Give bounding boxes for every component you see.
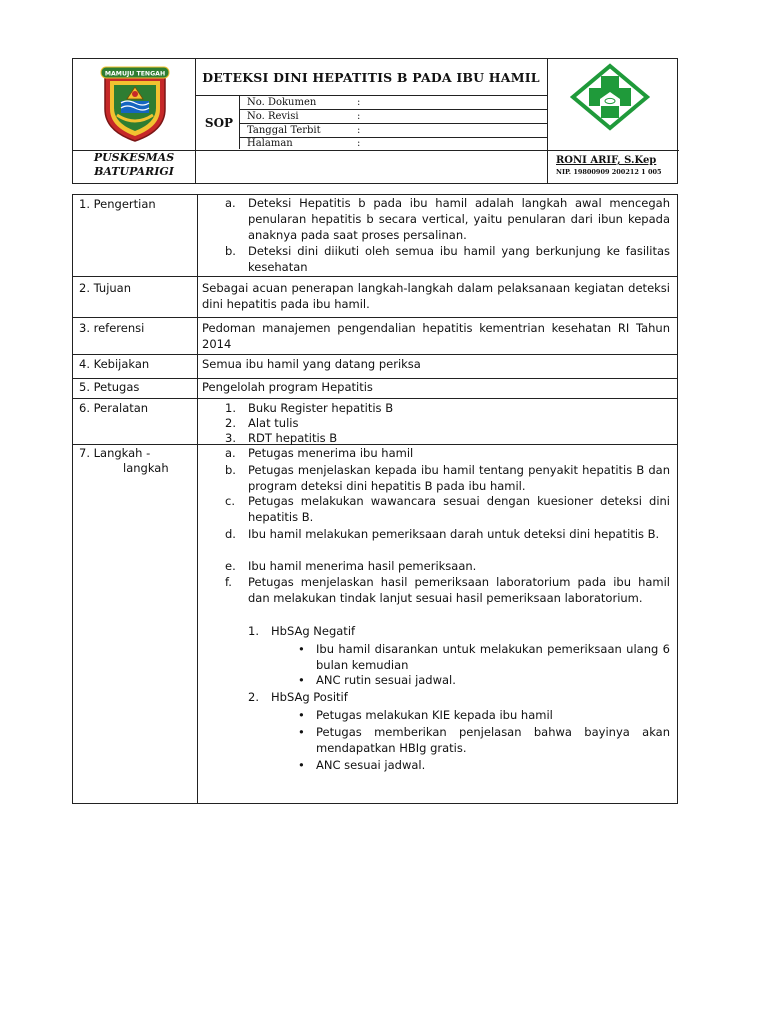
row-label-langkah: 7. Langkah - [79, 446, 151, 460]
positif-bullet-1: Petugas melakukan KIE kepada ibu hamil [316, 708, 553, 722]
meta-row-line-1 [239, 109, 547, 110]
list-marker: a. [225, 446, 236, 460]
row-divider-5 [73, 398, 677, 399]
meta-colon: : [357, 138, 361, 149]
positif-bullet-3: ANC sesuai jadwal. [316, 758, 426, 772]
list-marker: b. [225, 463, 236, 477]
district-logo [97, 63, 173, 143]
hbsag-negatif-title: HbSAg Negatif [271, 624, 356, 638]
row-divider-3 [73, 354, 677, 355]
hbsag-positif-title: HbSAg Positif [271, 690, 348, 704]
signer-name: RONI ARIF, S.Kep [556, 155, 657, 166]
row-label-peralatan: 6. Peralatan [79, 401, 149, 415]
sop-label: SOP [204, 116, 234, 130]
logo-banner-text: MAMUJU TENGAH [104, 70, 166, 78]
negatif-bullet-2: ANC rutin sesuai jadwal. [316, 673, 456, 687]
header-hline-title [195, 95, 547, 96]
row-label-referensi: 3. referensi [79, 321, 145, 335]
list-marker: 2. [225, 416, 236, 430]
list-marker: c. [225, 494, 235, 508]
row-label-petugas: 5. Petugas [79, 380, 140, 394]
meta-tanggal-terbit [247, 125, 361, 136]
meta-label: Halaman [247, 138, 293, 149]
referensi-text: Pedoman manajemen pengendalian hepatitis kementrian kesehatan RI Tahun 2014 [202, 321, 670, 351]
sop-header [72, 58, 678, 184]
meta-colon: : [357, 125, 361, 136]
meta-row-line-2 [239, 123, 547, 124]
langkah-item-f: Petugas menjelaskan hasil pemeriksaan laboratorium pada ibu hamil dan melakukan tindak lanjut sesuai hasil pemeriksaan laboratorium. [248, 575, 670, 605]
kebijakan-text: Semua ibu hamil yang datang periksa [202, 357, 421, 371]
langkah-item-c: Petugas melakukan wawancara sesuai dengan kuesioner deteksi dini hepatitis B. [248, 494, 670, 524]
header-divider-left [195, 59, 196, 183]
org-name-line-2: BATUPARIGI [94, 165, 174, 178]
langkah-item-b: Petugas menjelaskan kepada ibu hamil tentang penyakit hepatitis B dan program deteksi dini hepatitis B pada ibu hamil. [248, 463, 670, 493]
tujuan-text: Sebagai acuan penerapan langkah-langkah dalam pelaksanaan kegiatan deteksi dini hepatitis pada ibu hamil. [202, 281, 670, 311]
peralatan-item-1: Buku Register hepatitis B [248, 401, 394, 415]
list-marker: d. [225, 527, 236, 541]
langkah-item-e: Ibu hamil menerima hasil pemeriksaan. [248, 559, 477, 573]
bullet: • [298, 758, 305, 772]
meta-colon: : [357, 111, 361, 122]
meta-label: Tanggal Terbit [247, 125, 321, 136]
header-divider-sop [239, 95, 240, 149]
langkah-item-d: Ibu hamil melakukan pemeriksaan darah untuk deteksi dini hepatitis B. [248, 527, 660, 541]
document-title: DETEKSI DINI HEPATITIS B PADA IBU HAMIL [202, 70, 540, 85]
list-marker: b. [225, 244, 236, 258]
list-marker: f. [225, 575, 232, 589]
list-marker: 1. [225, 401, 236, 415]
meta-halaman [247, 138, 361, 149]
bullet: • [298, 708, 305, 722]
meta-colon: : [357, 97, 361, 108]
org-name-line-1: PUSKESMAS [93, 151, 175, 164]
meta-label: No. Dokumen [247, 97, 317, 108]
header-divider-right [547, 59, 548, 183]
list-marker: a. [225, 196, 236, 210]
positif-bullet-2: Petugas memberikan penjelasan bahwa bayinya akan mendapatkan HBIg gratis. [316, 725, 670, 755]
row-divider-1 [73, 276, 677, 277]
signer-nip: NIP. 19800909 200212 1 005 [556, 168, 662, 176]
row-divider-2 [73, 317, 677, 318]
petugas-text: Pengelolah program Hepatitis [202, 380, 373, 394]
meta-label: No. Revisi [247, 111, 299, 122]
bullet: • [298, 725, 305, 739]
org-name [73, 151, 195, 179]
meta-no-revisi [247, 111, 361, 122]
langkah-item-a: Petugas menerima ibu hamil [248, 446, 414, 460]
negatif-bullet-1: Ibu hamil disarankan untuk melakukan pemeriksaan ulang 6 bulan kemudian [316, 642, 670, 672]
row-label-pengertian: 1. Pengertian [79, 197, 156, 211]
sop-content-table [72, 194, 678, 804]
sublist-marker: 2. [248, 690, 259, 704]
pengertian-item-b: Deteksi dini diikuti oleh semua ibu hamil yang berkunjung ke fasilitas kesehatan [248, 244, 670, 274]
table-column-divider [197, 195, 198, 803]
list-marker: 3. [225, 431, 236, 445]
list-marker: e. [225, 559, 236, 573]
peralatan-item-2: Alat tulis [248, 416, 299, 430]
bullet: • [298, 642, 305, 656]
row-label-tujuan: 2. Tujuan [79, 281, 132, 295]
pengertian-item-a: Deteksi Hepatitis b pada ibu hamil adalah langkah awal mencegah penularan hepatitis b secara vertical, yaitu penularan dari ibun kepada anaknya pada saat proses persalinan. [248, 196, 670, 242]
bullet: • [298, 673, 305, 687]
row-label-langkah-line-2: langkah [123, 461, 169, 475]
peralatan-item-3: RDT hepatitis B [248, 431, 338, 445]
meta-no-dokumen [247, 97, 361, 108]
row-label-kebijakan: 4. Kebijakan [79, 357, 150, 371]
sublist-marker: 1. [248, 624, 259, 638]
health-cross-logo [570, 63, 650, 131]
